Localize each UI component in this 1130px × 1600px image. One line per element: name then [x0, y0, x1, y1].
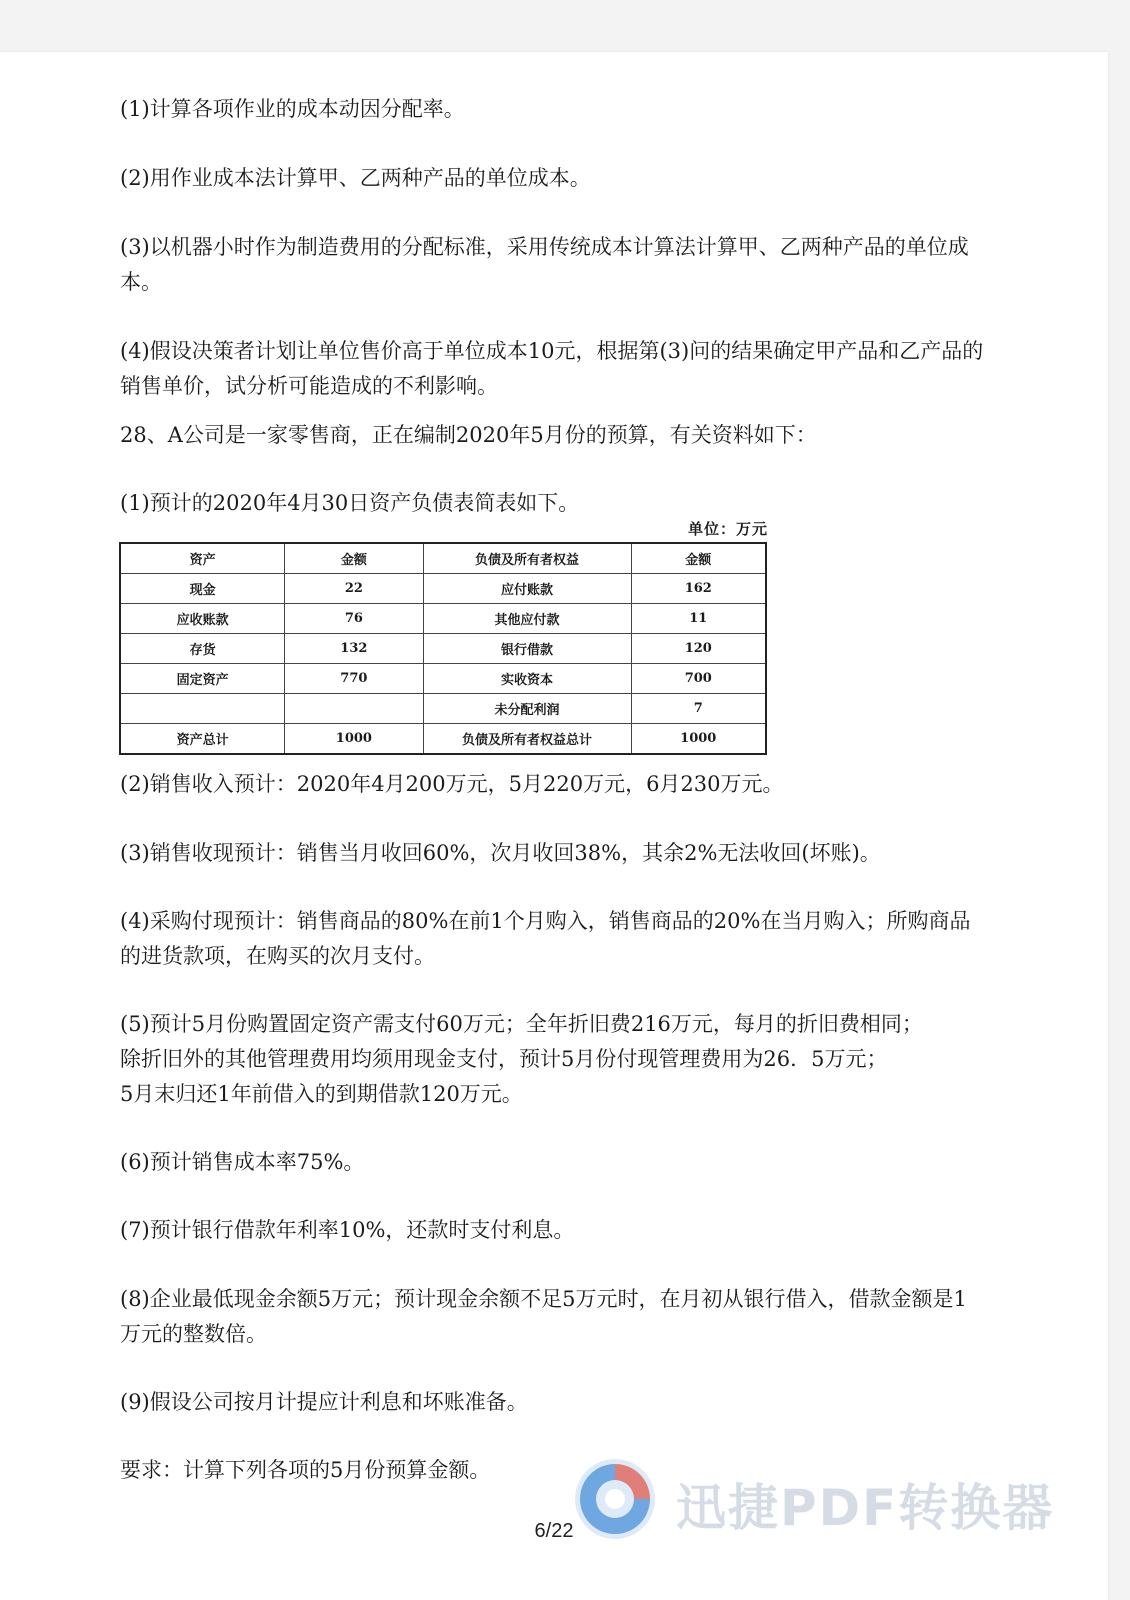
- paragraph-line: (7)预计银行借款年利率10%，还款时支付利息。: [120, 1218, 575, 1242]
- table-cell: [120, 694, 285, 724]
- paragraph-9: [120, 904, 1000, 974]
- paragraph-3: [120, 230, 1000, 300]
- table-header-cell: 金额: [285, 543, 423, 574]
- paragraph-line: (6)预计销售成本率75%。: [120, 1150, 365, 1174]
- table-cell: 120: [631, 634, 766, 664]
- paragraph-line: (1)计算各项作业的成本动因分配率。: [120, 97, 465, 121]
- paragraph-6: [120, 486, 1000, 521]
- paragraph-4: [120, 334, 1000, 404]
- table-row: [120, 574, 766, 604]
- paragraph-7: [120, 767, 1000, 802]
- table-row: [120, 694, 766, 724]
- paragraph-line: 本。: [120, 270, 162, 294]
- table-cell: 770: [285, 664, 423, 694]
- table-cell: 应收账款: [120, 604, 285, 634]
- paragraph-line: 28、A公司是一家零售商，正在编制2020年5月份的预算，有关资料如下：: [120, 423, 817, 447]
- table-cell: 22: [285, 574, 423, 604]
- table-cell: 未分配利润: [423, 694, 631, 724]
- table-header-cell: 金额: [631, 543, 766, 574]
- table-cell: 76: [285, 604, 423, 634]
- paragraph-13: [120, 1282, 1000, 1352]
- paragraph-line: 要求：计算下列各项的5月份预算金额。: [120, 1458, 491, 1482]
- paragraph-line: 的进货款项，在购买的次月支付。: [120, 944, 435, 968]
- table-header-cell: 资产: [120, 543, 285, 574]
- watermark-text: 迅捷PDF转换器: [676, 1479, 1055, 1537]
- paragraph-line: (3)销售收现预计：销售当月收回60%，次月收回38%，其余2%无法收回(坏账)。: [120, 841, 881, 865]
- paragraph-line: (5)预计5月份购置固定资产需支付60万元；全年折旧费216万元，每月的折旧费相同；: [120, 1012, 923, 1036]
- paragraph-12: [120, 1213, 1000, 1248]
- paragraph-1: [120, 92, 1000, 127]
- paragraph-line: (4)假设决策者计划让单位售价高于单位成本10元，根据第(3)问的结果确定甲产品和乙产品的: [120, 339, 984, 363]
- paragraph-line: 5月末归还1年前借入的到期借款120万元。: [120, 1082, 523, 1106]
- table-cell: 固定资产: [120, 664, 285, 694]
- table-cell: 实收资本: [423, 664, 631, 694]
- table-total-row: [120, 724, 766, 755]
- balance-sheet-table: [119, 542, 767, 755]
- paragraph-8: [120, 836, 1000, 871]
- table-cell: 资产总计: [120, 724, 285, 755]
- table-header-cell: 负债及所有者权益: [423, 543, 631, 574]
- table-header-row: [120, 543, 766, 574]
- table-cell: [285, 694, 423, 724]
- table-cell: 1000: [285, 724, 423, 755]
- paragraph-2: [120, 161, 1000, 196]
- table-row: [120, 604, 766, 634]
- table-row: [120, 664, 766, 694]
- table-cell: 其他应付款: [423, 604, 631, 634]
- paragraph-11: [120, 1145, 1000, 1180]
- paragraph-line: (9)假设公司按月计提应计利息和坏账准备。: [120, 1390, 528, 1414]
- table-cell: 应付账款: [423, 574, 631, 604]
- table-cell: 存货: [120, 634, 285, 664]
- table-cell: 700: [631, 664, 766, 694]
- paragraph-line: (1)预计的2020年4月30日资产负债表简表如下。: [120, 491, 580, 515]
- paragraph-line: (8)企业最低现金余额5万元；预计现金余额不足5万元时，在月初从银行借入，借款金额是1: [120, 1287, 967, 1311]
- paragraph-5: [120, 418, 1000, 453]
- paragraph-line: 万元的整数倍。: [120, 1322, 267, 1346]
- paragraph-line: (2)销售收入预计：2020年4月200万元，5月220万元，6月230万元。: [120, 772, 784, 796]
- table-cell: 7: [631, 694, 766, 724]
- document-page: [0, 52, 1108, 1600]
- table-cell: 银行借款: [423, 634, 631, 664]
- paragraph-line: (4)采购付现预计：销售商品的80%在前1个月购入，销售商品的20%在当月购入；所购商品: [120, 909, 971, 933]
- paragraph-line: 除折旧外的其他管理费用均须用现金支付，预计5月份付现管理费用为26．5万元；: [120, 1047, 888, 1071]
- paragraph-14: [120, 1385, 1000, 1420]
- paragraph-line: (3)以机器小时作为制造费用的分配标准，采用传统成本计算法计算甲、乙两种产品的单位成: [120, 235, 969, 259]
- table-unit-label: 单位：万元: [688, 520, 769, 538]
- table-cell: 1000: [631, 724, 766, 755]
- paragraph-line: 销售单价，试分析可能造成的不利影响。: [120, 374, 498, 398]
- page-number: 6/22: [534, 1520, 574, 1542]
- table-cell: 162: [631, 574, 766, 604]
- table-cell: 负债及所有者权益总计: [423, 724, 631, 755]
- paragraph-line: (2)用作业成本法计算甲、乙两种产品的单位成本。: [120, 166, 591, 190]
- table-cell: 11: [631, 604, 766, 634]
- table-cell: 现金: [120, 574, 285, 604]
- paragraph-10: [120, 1007, 1000, 1112]
- table-cell: 132: [285, 634, 423, 664]
- table-row: [120, 634, 766, 664]
